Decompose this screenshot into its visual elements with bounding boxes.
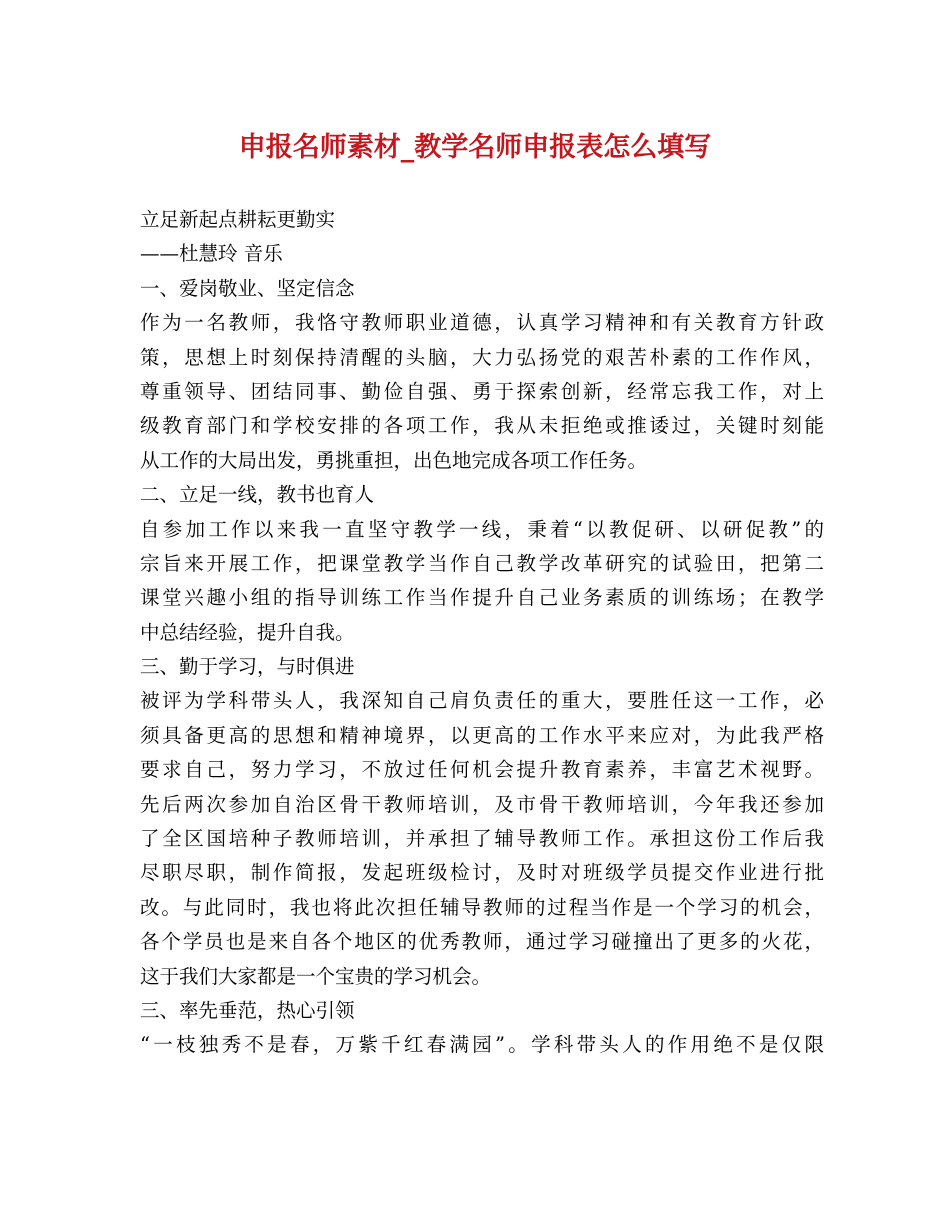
body-line: 改。与此同时，我也将此次担任辅导教师的过程当作是一个学习的机会， xyxy=(140,895,824,919)
body-line: 一、爱岗敬业、坚定信念 xyxy=(140,276,355,300)
body-line: 先后两次参加自治区骨干教师培训，及市骨干教师培训，今年我还参加 xyxy=(140,792,824,816)
body-line: 立足新起点耕耘更勤实 xyxy=(140,208,336,231)
body-line: 三、勤于学习，与时俱进 xyxy=(140,655,355,679)
body-line: 这于我们大家都是一个宝贵的学习机会。 xyxy=(140,964,492,988)
body-line: 作为一名教师，我恪守教师职业道德，认真学习精神和有关教育方针政 xyxy=(140,311,824,335)
body-line: 各个学员也是来自各个地区的优秀教师，通过学习碰撞出了更多的火花， xyxy=(140,930,824,954)
body-line: 课堂兴趣小组的指导训练工作当作提升自己业务素质的训练场；在教学 xyxy=(140,586,824,610)
body-line: 三、率先垂范，热心引领 xyxy=(140,998,355,1022)
document-body xyxy=(140,203,824,1063)
body-line: 自参加工作以来我一直坚守教学一线，秉着“以教促研、以研促教”的 xyxy=(140,517,824,541)
body-line: 了全区国培种子教师培训，并承担了辅导教师工作。承担这份工作后我 xyxy=(140,827,824,851)
body-line: 须具备更高的思想和精神境界，以更高的工作水平来应对，为此我严格 xyxy=(140,723,824,747)
document-title: 申报名师素材_教学名师申报表怎么填写 xyxy=(238,132,712,163)
body-line: 从工作的大局出发，勇挑重担，出色地完成各项工作任务。 xyxy=(140,448,648,472)
body-line: 宗旨来开展工作，把课堂教学当作自己教学改革研究的试验田，把第二 xyxy=(140,551,824,575)
body-line: 要求自己，努力学习，不放过任何机会提升教育素养，丰富艺术视野。 xyxy=(140,758,824,782)
body-line: 被评为学科带头人，我深知自己肩负责任的重大，要胜任这一工作，必 xyxy=(140,689,824,713)
body-line: 尽职尽职，制作简报，发起班级检讨，及时对班级学员提交作业进行批 xyxy=(140,861,824,885)
body-line: “一枝独秀不是春，万紫千红春满园”。学科带头人的作用绝不是仅限 xyxy=(140,1033,824,1057)
body-line: 二、立足一线，教书也育人 xyxy=(140,483,375,507)
body-line: 策，思想上时刻保持清醒的头脑，大力弘扬党的艰苦朴素的工作作风， xyxy=(140,345,824,369)
body-line: 级教育部门和学校安排的各项工作，我从未拒绝或推诿过，关键时刻能 xyxy=(140,414,824,438)
body-line: ——杜慧玲 音乐 xyxy=(140,242,283,266)
body-line: 尊重领导、团结同事、勤俭自强、勇于探索创新，经常忘我工作，对上 xyxy=(140,379,824,403)
body-line: 中总结经验，提升自我。 xyxy=(140,620,355,644)
